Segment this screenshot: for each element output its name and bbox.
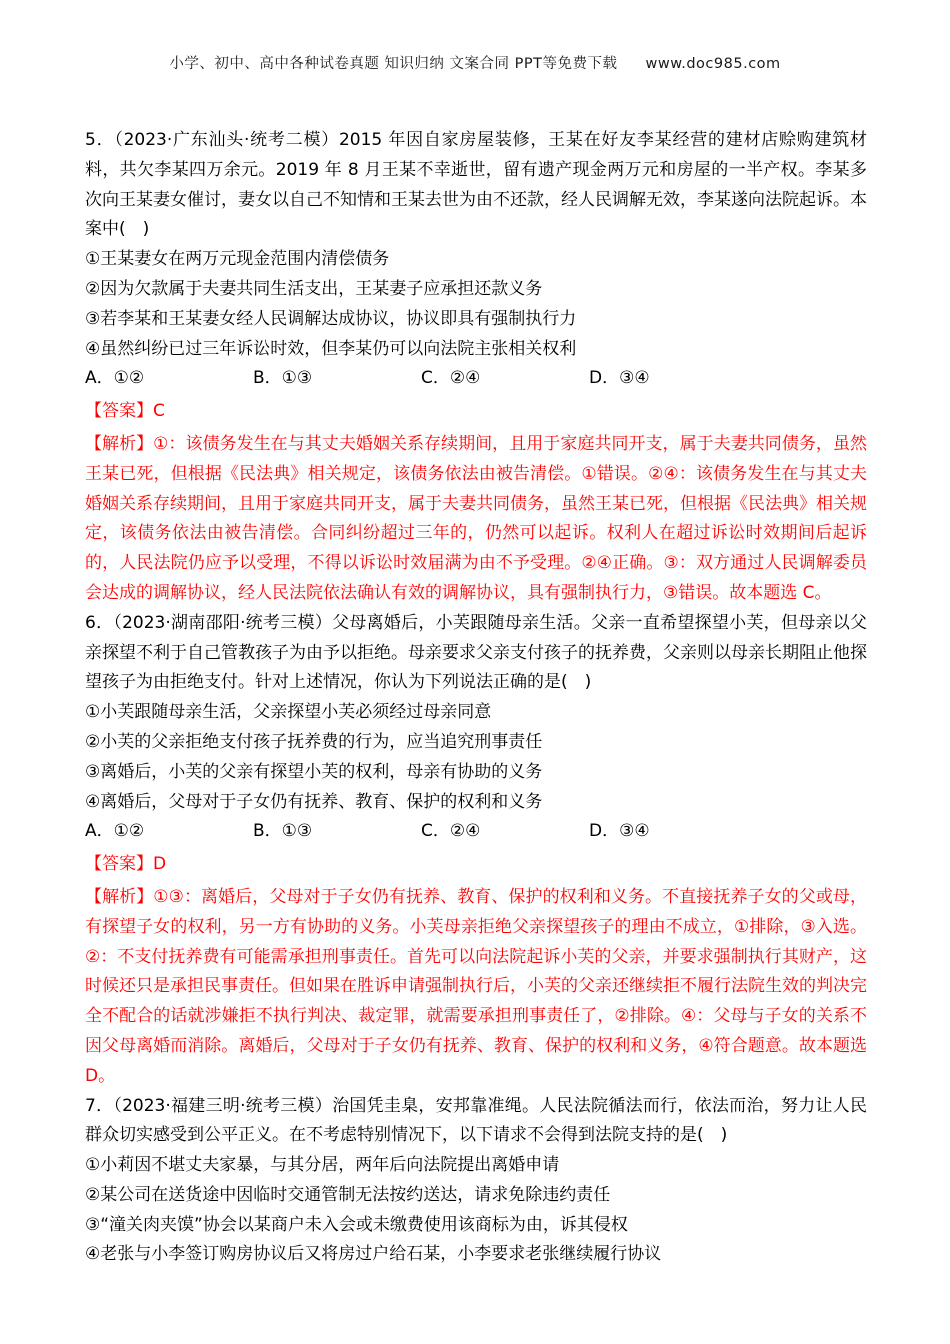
question-option: ②因为欠款属于夫妻共同生活支出，王某妻子应承担还款义务: [85, 278, 543, 299]
question-stem: 5．（2023·广东汕头·统考二模）2015 年因自家房屋装修，王某在好友李某经营的建材店赊购建筑材料，共欠李某四万余元。2019 年 8 月王某不幸逝世，留有遗产现金两万元和房屋的一半产权。李某多次向王某妻女催讨，妻女以自己不知情和王某去世为由不还款，经人民调解无效，李某遂向法院起诉。本案中( ): [85, 130, 867, 240]
question-option: ①小莉因不堪丈夫家暴，与其分居，两年后向法院提出离婚申请: [85, 1155, 560, 1176]
document-body: [85, 126, 867, 1270]
question-option: ④虽然纠纷已过三年诉讼时效，但李某仍可以向法院主张相关权利: [85, 338, 577, 359]
question-stem: 7．（2023·福建三明·统考三模）治国凭圭臬，安邦靠准绳。人民法院循法而行，依法而治，努力让人民群众切实感受到公平正义。在不考虑特别情况下，以下请求不会得到法院支持的是( ): [85, 1095, 867, 1146]
question-block-6: [85, 609, 867, 1092]
question-option: ③离婚后，小芙的父亲有探望小芙的权利，母亲有协助的义务: [85, 761, 543, 782]
choice-item: B．①③: [253, 368, 313, 389]
choice-item: A．①②: [85, 821, 145, 842]
question-option: ②某公司在送货途中因临时交通管制无法按约送达，请求免除违约责任: [85, 1184, 611, 1205]
choices-row: [85, 364, 867, 394]
question-option: ①小芙跟随母亲生活，父亲探望小芙必须经过母亲同意: [85, 702, 492, 723]
question-option: ④离婚后，父母对于子女仍有抚养、教育、保护的权利和义务: [85, 791, 543, 812]
choice-item: B．①③: [253, 821, 313, 842]
choices-row: [85, 817, 867, 847]
choice-item: D．③④: [589, 821, 650, 842]
choice-item: C．②④: [421, 368, 481, 389]
answer-label: 【答案】D: [85, 854, 167, 875]
answer-label: 【答案】C: [85, 401, 165, 422]
question-option: ①王某妻女在两万元现金范围内清偿债务: [85, 249, 390, 270]
choice-item: D．③④: [589, 368, 650, 389]
question-stem: 6．（2023·湖南邵阳·统考三模）父母离婚后，小芙跟随母亲生活。父亲一直希望探望小芙，但母亲以父亲探望不利于自己管教孩子为由予以拒绝。母亲要求父亲支付孩子的抚养费，父亲则以母亲长期阻止他探望孩子为由拒绝支付。针对上述情况，你认为下列说法正确的是( ): [85, 612, 867, 693]
page-header: [0, 52, 950, 73]
question-option: ③若李某和王某妻女经人民调解达成协议，协议即具有强制执行力: [85, 308, 577, 329]
question-option: ④老张与小李签订购房协议后又将房过户给石某，小李要求老张继续履行协议: [85, 1244, 662, 1265]
question-option: ②小芙的父亲拒绝支付孩子抚养费的行为，应当追究刑事责任: [85, 731, 543, 752]
choice-item: A．①②: [85, 368, 145, 389]
question-block-5: [85, 126, 867, 609]
choice-item: C．②④: [421, 821, 481, 842]
analysis-text: 【解析】①：该债务发生在与其丈夫婚姻关系存续期间，且用于家庭共同开支，属于夫妻共同债务，虽然王某已死，但根据《民法典》相关规定，该债务依法由被告清偿。①错误。②④：该债务发生在与其丈夫婚姻关系存续期间，且用于家庭共同开支，属于夫妻共同债务，虽然王某已死，但根据《民法典》相关规定，该债务依法由被告清偿。合同纠纷超过三年的，仍然可以起诉。权利人在超过诉讼时效期间后起诉的，人民法院仍应予以受理，不得以诉讼时效届满为由不予受理。②④正确。③：双方通过人民调解委员会达成的调解协议，经人民法院依法确认有效的调解协议，具有强制执行力，③错误。故本题选 C。: [85, 433, 867, 603]
header-slogan: 小学、初中、高中各种试卷真题 知识归纳 文案合同 PPT等免费下载: [169, 56, 618, 72]
question-option: ③“潼关肉夹馍”协会以某商户未入会或未缴费使用该商标为由，诉其侵权: [85, 1214, 628, 1235]
analysis-text: 【解析】①③：离婚后，父母对于子女仍有抚养、教育、保护的权利和义务。不直接抚养子女的父或母，有探望子女的权利，另一方有协助的义务。小芙母亲拒绝父亲探望孩子的理由不成立，①排除，③入选。②：不支付抚养费有可能需承担刑事责任。首先可以向法院起诉小芙的父亲，并要求强制执行其财产，这时候还只是承担民事责任。但如果在胜诉申请强制执行后，小芙的父亲还继续拒不履行法院生效的判决完全不配合的话就涉嫌拒不执行判决、裁定罪，就需要承担刑事责任了，②排除。④：父母与子女的关系不因父母离婚而消除。离婚后，父母对于子女仍有抚养、教育、保护的权利和义务，④符合题意。故本题选D。: [85, 886, 867, 1086]
site-url-link[interactable]: www.doc985.com: [645, 56, 781, 72]
question-block-7: [85, 1092, 867, 1271]
